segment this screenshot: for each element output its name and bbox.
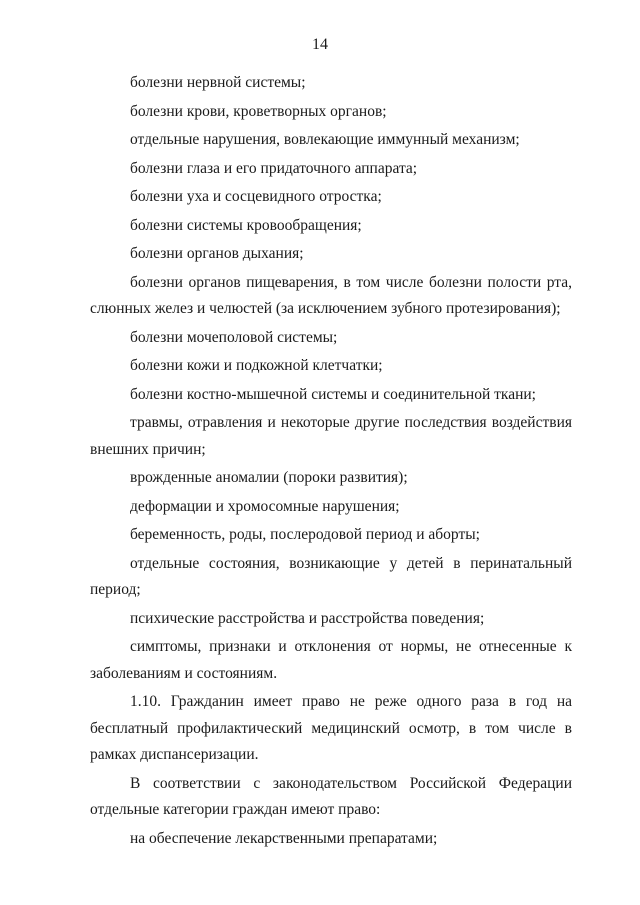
paragraph: 1.10. Гражданин имеет право не реже одного раза в год на бесплатный профилактический медицинский осмотр, в том числе в рамках диспансеризации. (90, 693, 572, 763)
paragraph: болезни глаза и его придаточного аппарата; (130, 159, 418, 177)
paragraph: врожденные аномалии (пороки развития); (130, 469, 408, 486)
paragraph: болезни костно-мышечной системы и соединительной ткани; (130, 385, 536, 403)
paragraph: болезни кожи и подкожной клетчатки; (130, 357, 383, 374)
document-body (90, 70, 572, 854)
paragraph: В соответствии с законодательством Российской Федерации отдельные категории граждан имеют право: (90, 774, 572, 818)
paragraph: отдельные состояния, возникающие у детей в перинатальный период; (90, 554, 572, 598)
paragraph: болезни уха и сосцевидного отростка; (130, 188, 382, 205)
paragraph: психические расстройства и расстройства поведения; (130, 609, 485, 627)
paragraph: болезни нервной системы; (130, 74, 306, 91)
paragraph: беременность, роды, послеродовой период и аборты; (130, 526, 480, 543)
paragraph: болезни органов дыхания; (130, 245, 304, 262)
paragraph: на обеспечение лекарственными препаратами; (130, 829, 438, 847)
paragraph: отдельные нарушения, вовлекающие иммунный механизм; (130, 131, 520, 148)
paragraph: болезни системы кровообращения; (130, 216, 362, 234)
paragraph: травмы, отравления и некоторые другие последствия воздействия внешних причин; (90, 414, 572, 458)
paragraph: симптомы, признаки и отклонения от нормы, не отнесенные к заболеваниям и состояниям. (90, 638, 572, 682)
page-number: 14 (312, 36, 328, 53)
paragraph: болезни крови, кроветворных органов; (130, 102, 387, 120)
paragraph: болезни органов пищеварения, в том числе болезни полости рта, слюнных желез и челюстей (за исключением зубного протезирования); (90, 273, 572, 317)
paragraph: деформации и хромосомные нарушения; (130, 497, 400, 515)
paragraph: болезни мочеполовой системы; (130, 328, 338, 346)
